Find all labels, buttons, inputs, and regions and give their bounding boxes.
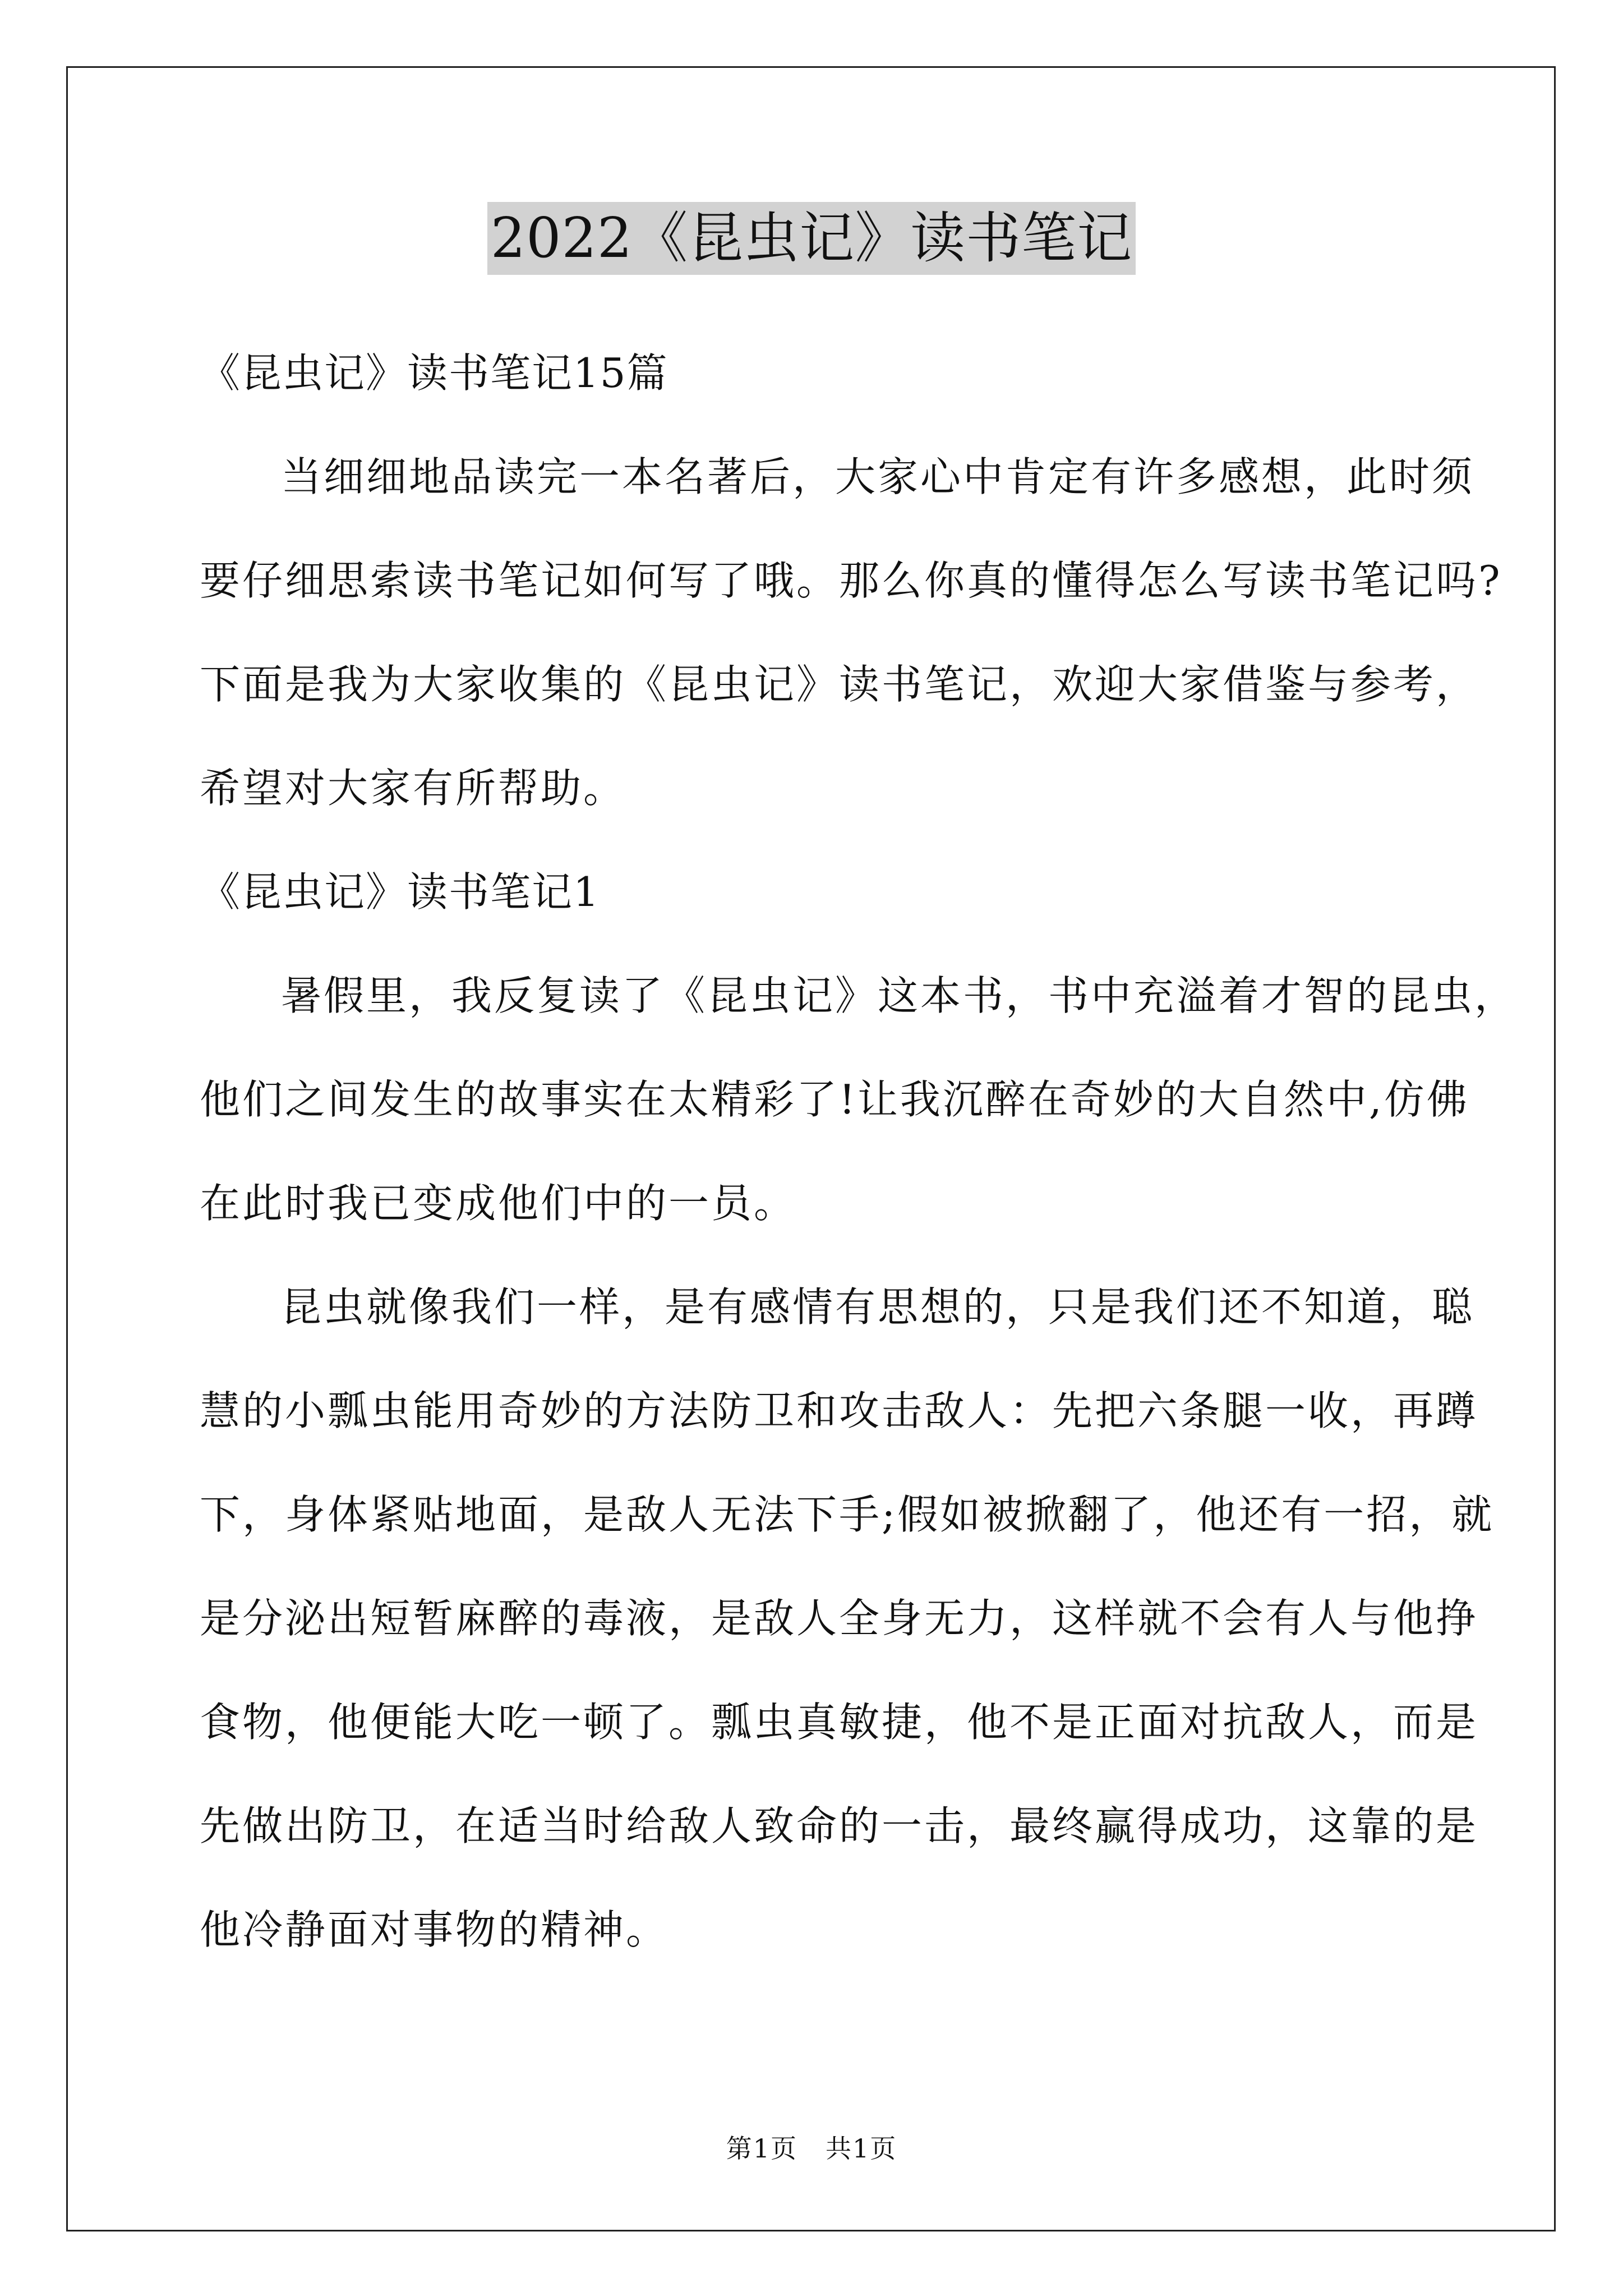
paragraph-line: 他冷静面对事物的精神。: [200, 1906, 669, 1953]
subtitle: 《昆虫记》读书笔记15篇: [200, 349, 668, 397]
document-title: 2022《昆虫记》读书笔记: [487, 202, 1136, 275]
paragraph-1: [200, 959, 1518, 1271]
section-heading: 《昆虫记》读书笔记1: [200, 868, 600, 915]
title-container: [0, 202, 1623, 275]
paragraph-line: 在此时我已变成他们中的一员。: [200, 1180, 797, 1227]
document-body: [200, 337, 1518, 1997]
section-heading-block: [200, 855, 1433, 959]
page-number-total: 共1页: [826, 2133, 897, 2164]
page-number-current: 第1页: [726, 2133, 797, 2164]
intro-paragraph: [200, 440, 1502, 855]
paragraph-line: 他们之间发生的故事实在太精彩了!让我沉醉在奇妙的大自然中,仿佛: [200, 1076, 1469, 1123]
paragraph-line: 是分泌出短暂麻醉的毒液，是敌人全身无力，这样就不会有人与他挣: [200, 1595, 1479, 1642]
paragraph-line: 昆虫就像我们一样，是有感情有思想的，只是我们还不知道，聪: [281, 1283, 1475, 1331]
paragraph-line: 暑假里，我反复读了《昆虫记》这本书，书中充溢着才智的昆虫，: [281, 972, 1518, 1019]
page-footer: [0, 2132, 1623, 2165]
paragraph-2: [200, 1271, 1495, 1997]
paragraph-line: 要仔细思索读书笔记如何写了哦。那么你真的懂得怎么写读书笔记吗?: [200, 557, 1502, 604]
paragraph-line: 希望对大家有所帮助。: [200, 765, 626, 812]
paragraph-line: 慧的小瓢虫能用奇妙的方法防卫和攻击敌人：先把六条腿一收，再蹲: [200, 1387, 1479, 1434]
paragraph-line: 下，身体紧贴地面，是敌人无法下手;假如被掀翻了，他还有一招，就: [200, 1491, 1495, 1538]
paragraph-line: 当细细地品读完一本名著后，大家心中肯定有许多感想，此时须: [281, 453, 1475, 500]
subtitle-block: [200, 337, 1433, 440]
paragraph-line: 食物，他便能大吃一顿了。瓢虫真敏捷，他不是正面对抗敌人，而是: [200, 1699, 1479, 1746]
paragraph-line: 先做出防卫，在适当时给敌人致命的一击，最终赢得成功，这靠的是: [200, 1802, 1479, 1849]
paragraph-line: 下面是我为大家收集的《昆虫记》读书笔记，欢迎大家借鉴与参考，: [200, 661, 1479, 708]
